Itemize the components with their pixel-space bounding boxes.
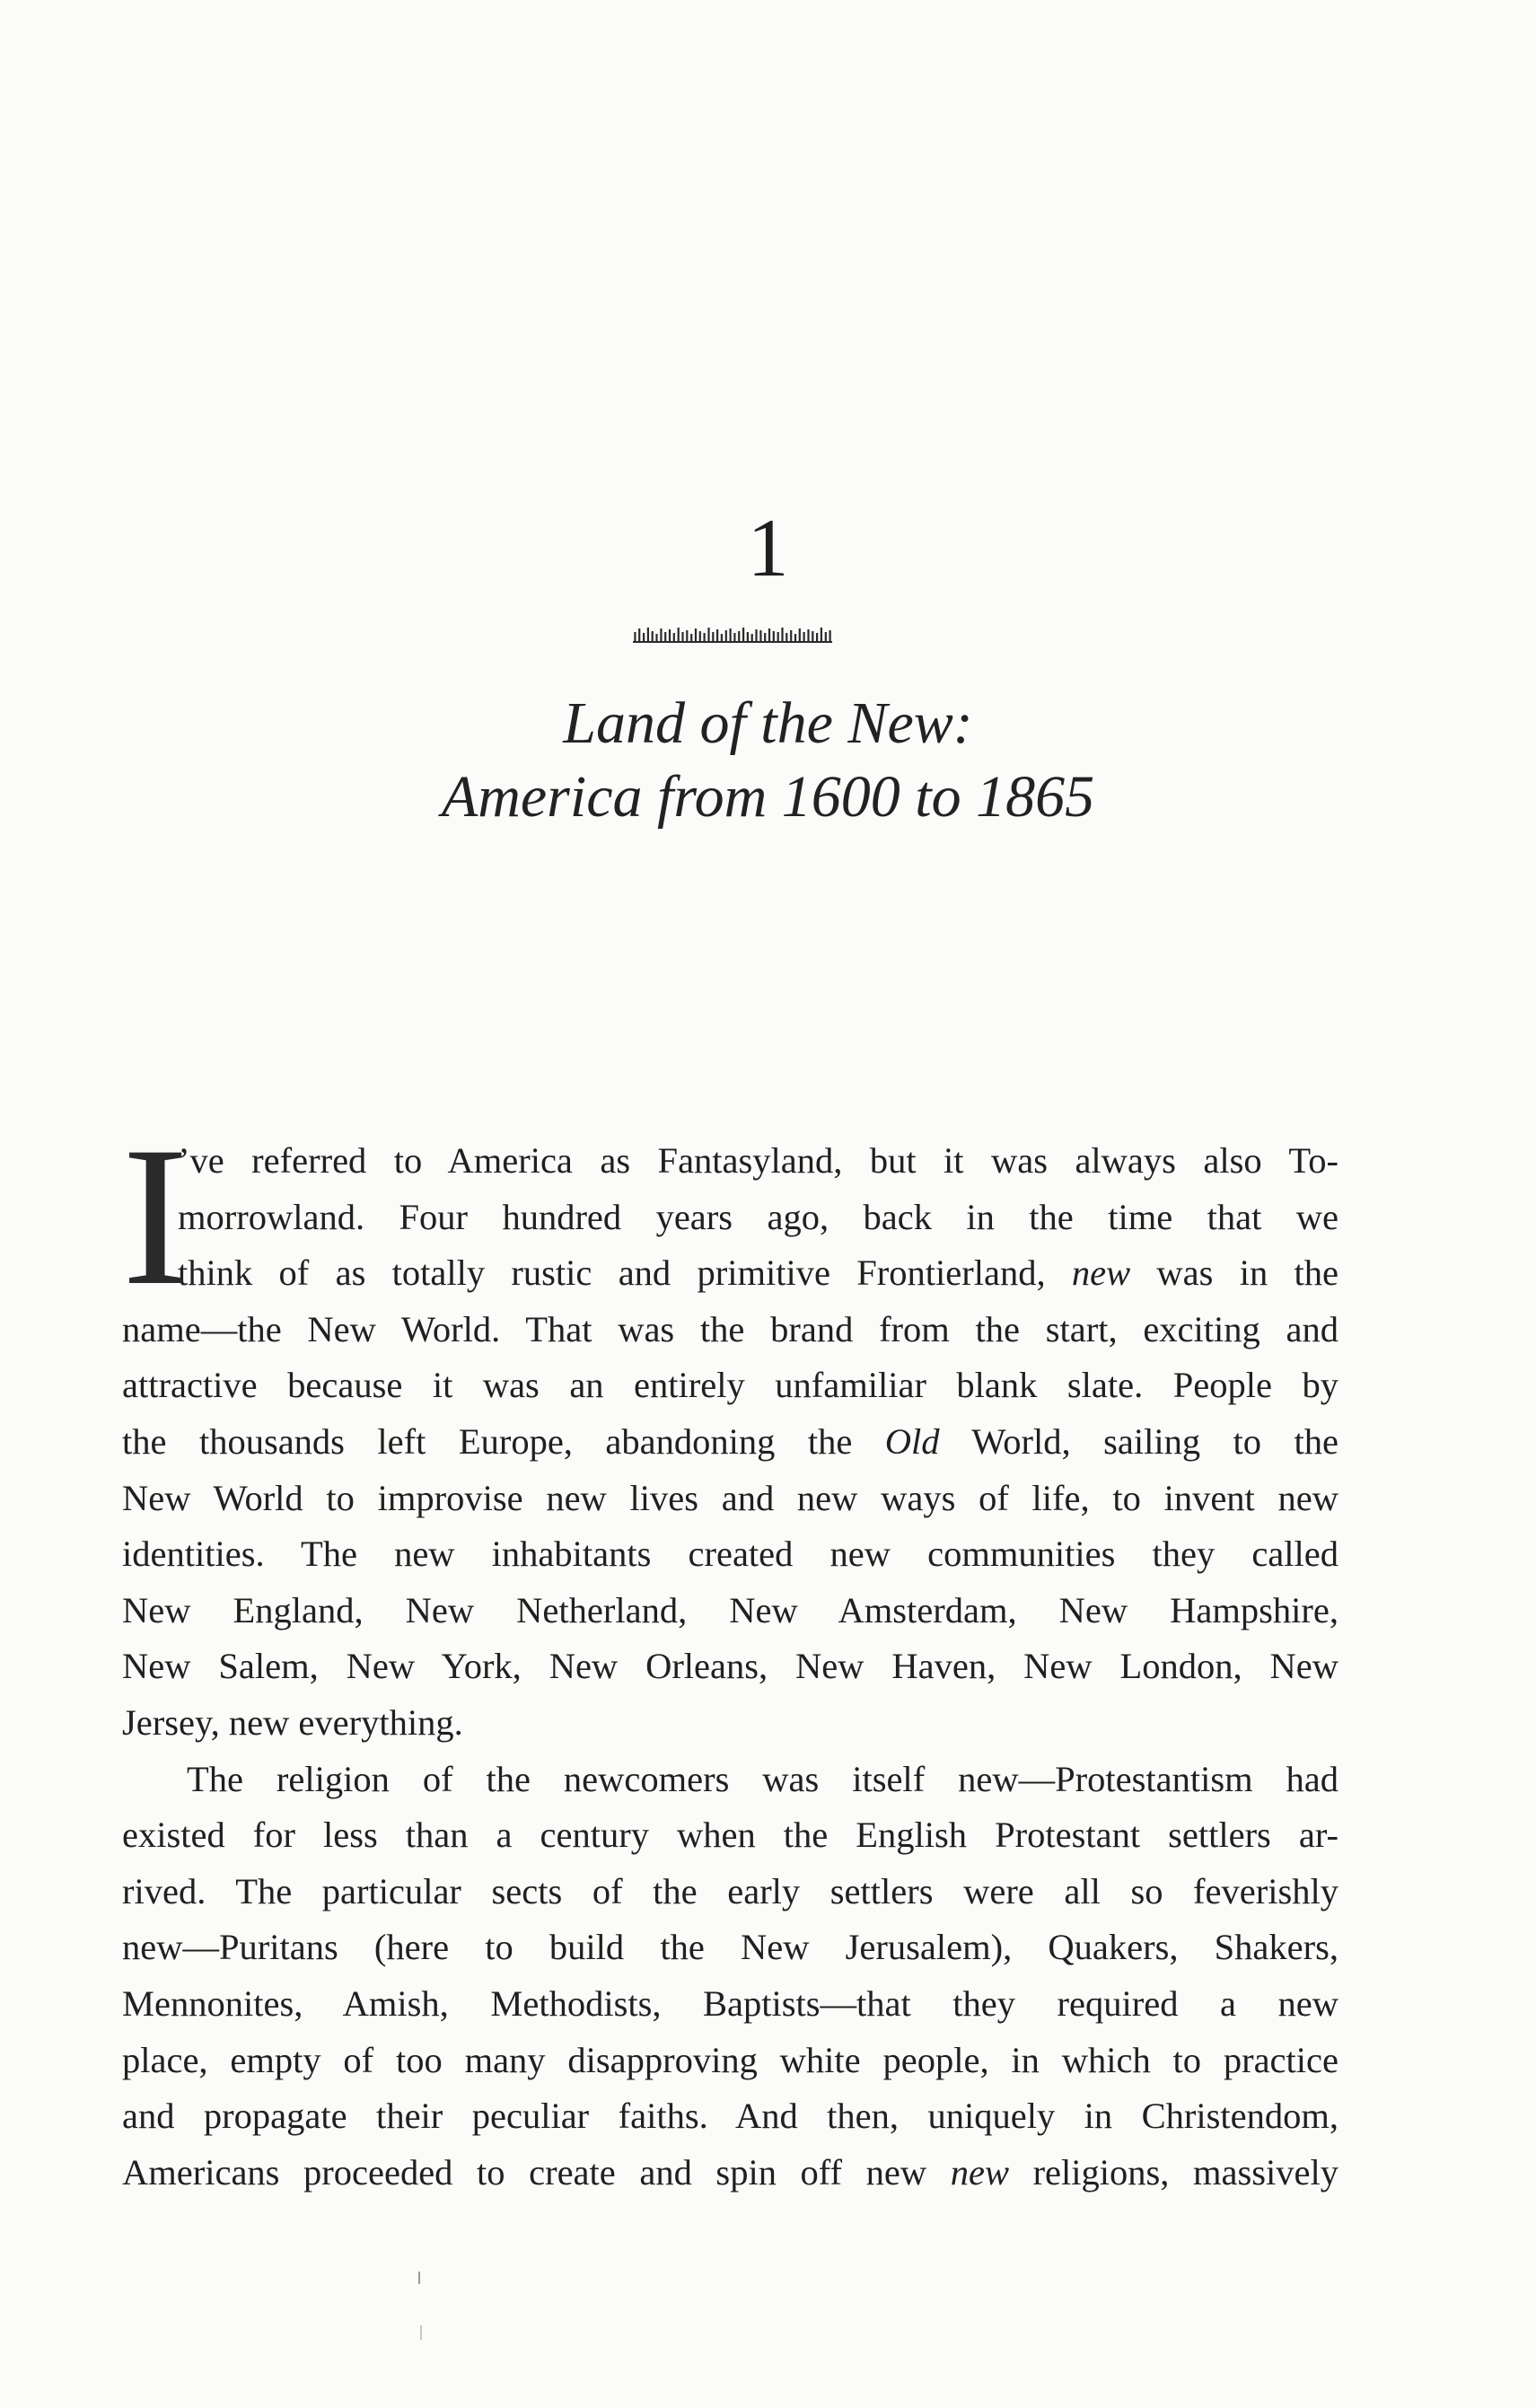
chapter-title-line-1: Land of the New:: [563, 690, 973, 756]
chapter-number: 1: [747, 502, 789, 593]
scan-mark: [418, 2272, 420, 2284]
chapter-title-line-2: America from 1600 to 1865: [441, 764, 1095, 830]
text-line: New England, New Netherland, New Amsterdam, New Hampshire,: [122, 1589, 1339, 1630]
text-line: Mennonites, Amish, Methodists, Baptists—that they required a new: [122, 1982, 1339, 2024]
body-text: [122, 1106, 1339, 2201]
text-line: and propagate their peculiar faiths. And then, uniquely in Christendom,: [122, 2096, 1339, 2137]
drop-cap: I: [122, 1106, 189, 1327]
text-line: Jersey, new everything.: [122, 1701, 463, 1743]
text-line: morrowland. Four hundred years ago, back in the time that we: [178, 1196, 1339, 1237]
text-line: name—the New World. That was the brand from the start, exciting and: [122, 1308, 1339, 1349]
text-line: place, empty of too many disapproving white people, in which to practice: [122, 2039, 1339, 2080]
text-line: rived. The particular sects of the early settlers were all so feverishly: [122, 1870, 1339, 1911]
text-line: new—Puritans (here to build the New Jerusalem), Quakers, Shakers,: [122, 1927, 1339, 1968]
text-line: Americans proceeded to create and spin off new new religions, massively: [122, 2151, 1339, 2193]
chapter-title: [0, 687, 1536, 834]
text-line: the thousands left Europe, abandoning the Old World, sailing to the: [122, 1420, 1339, 1462]
text-line: New Salem, New York, New Orleans, New Haven, New London, New: [122, 1646, 1339, 1687]
text-line: New World to improvise new lives and new ways of life, to invent new: [122, 1477, 1339, 1518]
scan-mark: [420, 2325, 422, 2340]
chapter-ornament: [633, 621, 832, 643]
text-line: ’ve referred to America as Fantasyland, but it was always also To-: [178, 1140, 1339, 1181]
text-line: think of as totally rustic and primitive Frontierland, new was in the: [178, 1252, 1339, 1294]
text-line: identities. The new inhabitants created new communities they called: [122, 1534, 1339, 1575]
text-line: The religion of the newcomers was itself new—Protestantism had: [187, 1758, 1339, 1799]
text-line: attractive because it was an entirely unfamiliar blank slate. People by: [122, 1365, 1339, 1406]
text-line: existed for less than a century when the English Protestant settlers ar-: [122, 1815, 1339, 1856]
